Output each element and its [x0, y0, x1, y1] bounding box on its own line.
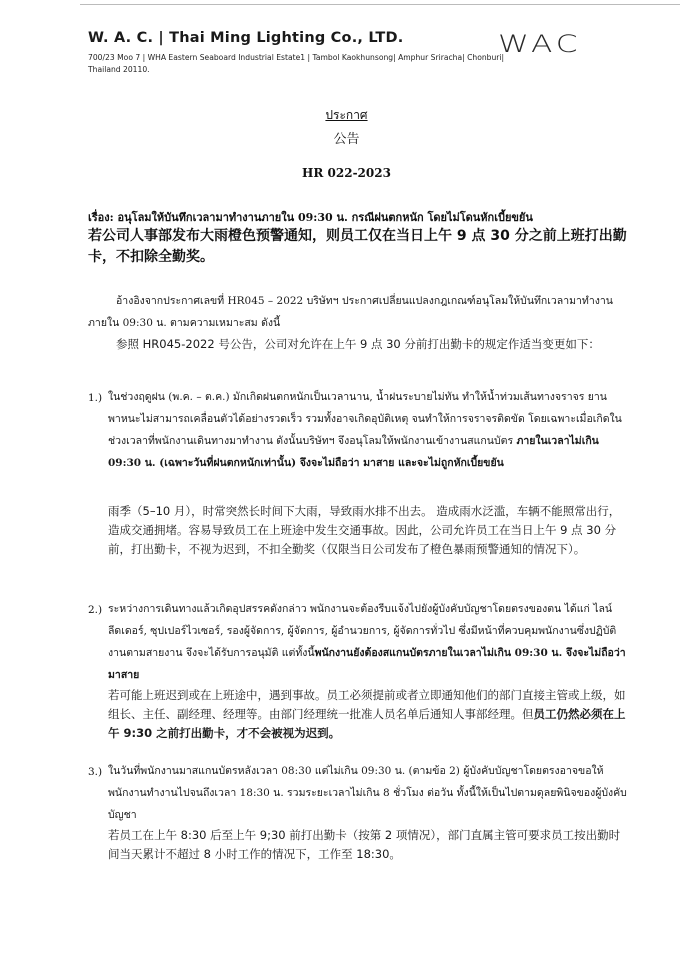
- intro-thai: อ้างอิงจากประกาศเลขที่ HR045 – 2022 บริษัทฯ ประกาศเปลี่ยนแปลงกฎเกณฑ์อนุโลมให้บันทึกเวลามาทำงานภายใน 09:30 น. ตามความเหมาะสม ดังนี้: [88, 295, 613, 329]
- item-3-thai: ในวันที่พนักงานมาสแกนบัตรหลังเวลา 08:30 แต่ไม่เกิน 09:30 น. (ตามข้อ 2) ผู้บังคับบัญชาโดยตรงอาจขอให้พนักงานทำงานไปจนถึงเวลา 18:30 น. รวมระยะเวลาไม่เกิน 8 ชั่วโมง ต่อวัน ทั้งนี้ให้เป็นไปตามดุลยพินิจของผู้บังคับบัญชา: [108, 765, 627, 821]
- top-rule: [80, 4, 680, 5]
- wac-logo: WAC: [498, 30, 582, 58]
- item-3-number: 3.): [88, 766, 103, 778]
- item-2-thai-text: ระหว่างการเดินทางแล้วเกิดอุปสรรคดังกล่าว พนักงานจะต้องรีบแจ้งไปยังผู้บังคับบัญชาโดยตรงของตน ได้แก่ ไลน์ลีดเดอร์, ซุปเปอร์ไวเซอร์, รองผู้จัดการ, ผู้จัดการ, ผู้อำนวยการ, ผู้จัดการทั่วไป ซึ่งมีหน้าที่ควบคุมพนักงานซึ่งปฏิบัติงานตามสายงาน จึงจะได้รับการอนุมัติ แต่ทั้งนี้: [108, 603, 617, 659]
- item-1-number: 1.): [88, 392, 103, 404]
- item-1-thai-bold: ภายในเวลาไม่เกิน 09:30 น. (เฉพาะวันที่ฝนตกหนักเท่านั้น) จึงจะไม่ถือว่า มาสาย และจะไม่ถูกหักเบี้ยขยัน: [108, 435, 599, 469]
- item-1-thai-text: ในช่วงฤดูฝน (พ.ค. – ต.ค.) มักเกิดฝนตกหนักเป็นเวลานาน, น้ำฝนระบายไม่ทัน ทำให้น้ำท่วมเส้นทางจราจร ยานพาหนะไม่สามารถเคลื่อนตัวได้อย่างรวดเร็ว รวมทั้งอาจเกิดอุบัติเหตุ จนทำให้การจราจรติดขัด โดยเฉพาะเมื่อเกิดในช่วงเวลาที่พนักงานเดินทางมาทำงาน ดังนั้นบริษัทฯ จึงอนุโลมให้พนักงานเข้างานสแกนบัตร: [108, 391, 622, 447]
- notice-title-zh: 公告: [333, 132, 360, 147]
- item-3-zh: 若员工在上午 8:30 后至上午 9;30 前打出勤卡（按第 2 项情况），部门直属主管可要求员工按出勤时间当天累计不超过 8 小时工作的情况下，工作至 18:30。: [108, 828, 621, 861]
- item-2-zh-text: 若可能上班迟到或在上班途中，遇到事故。员工必须提前或者立即通知他们的部门直接主管或上级，如组长、主任、副经理、经理等。由部门经理统一批准人员名单后通知人事部经理。但: [108, 688, 626, 721]
- item-2-thai: [108, 598, 628, 686]
- item-2-number: 2.): [88, 604, 103, 616]
- document-number: HR 022-2023: [302, 166, 391, 180]
- notice-title-thai: ประกาศ: [325, 108, 368, 122]
- item-2-zh: [108, 686, 628, 743]
- subject-zh: 若公司人事部发布大雨橙色预警通知，则员工仅在当日上午 9 点 30 分之前上班打出勤卡，不扣除全勤奖。: [88, 228, 627, 265]
- company-address: 700/23 Moo 7 | WHA Eastern Seaboard Industrial Estate1 | Tambol Kaokhunsong| Amphur Sriracha| Chonburi| Thailand 20110.: [88, 53, 505, 74]
- item-2-zh-bold: 员工仍然必须在上午 9:30 之前打出勤卡，才不会被视为迟到。: [108, 707, 626, 740]
- intro-zh: 参照 HR045-2022 号公告，公司对允许在上午 9 点 30 分前打出勤卡的规定作适当变更如下：: [116, 337, 600, 351]
- item-1-thai: [108, 386, 628, 474]
- company-name: W. A. C. | Thai Ming Lighting Co., LTD.: [88, 30, 404, 46]
- item-2-thai-bold: พนักงานยังต้องสแกนบัตรภายในเวลาไม่เกิน 09:30 น. จึงจะไม่ถือว่า มาสาย: [108, 647, 626, 681]
- subject-thai: เรื่อง: อนุโลมให้บันทึกเวลามาทำงานภายใน 09:30 น. กรณีฝนตกหนัก โดยไม่โดนหักเบี้ยขยัน: [88, 211, 533, 224]
- item-1-zh: 雨季（5–10 月），时常突然长时间下大雨，导致雨水排不出去。 造成雨水泛滥，车辆不能照常出行，造成交通拥堵。容易导致员工在上班途中发生交通事故。因此，公司允许员工在当日上午 9 点 30 分前，打出勤卡，不视为迟到，不扣全勤奖（仅限当日公司发布了橙色暴雨预警通知的情况下）。: [108, 504, 621, 556]
